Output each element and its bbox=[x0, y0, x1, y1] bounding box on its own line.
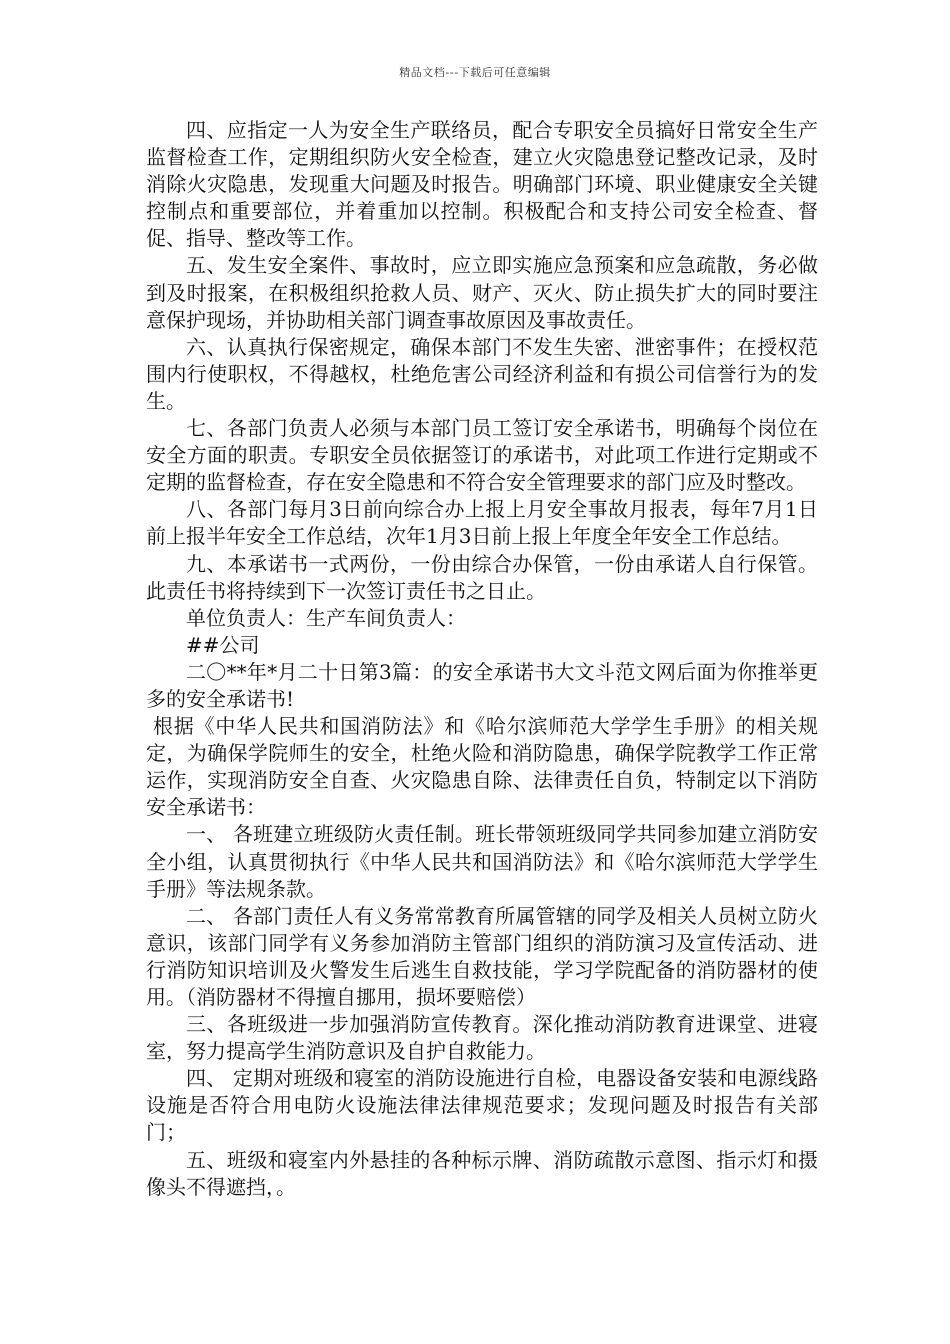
paragraph-item-7: 七、各部门负责人必须与本部门员工签订安全承诺书，明确每个岗位在安全方面的职责。专职安全员依据签订的承诺书，对此项工作进行定期或不定期的监督检查，存在安全隐患和不符合安全管理要求的部门应及时整改。 bbox=[146, 416, 818, 495]
signature-line: 单位负责人：生产车间负责人： bbox=[186, 605, 466, 630]
page-header: 精品文档---下载后可任意编辑 bbox=[399, 66, 551, 79]
company-name: ##公司 bbox=[186, 632, 260, 657]
fire-item-5: 五、班级和寝室内外悬挂的各种标示牌、消防疏散示意图、指示灯和摄像头不得遮挡，。 bbox=[146, 1147, 818, 1199]
date-and-section-heading: 二〇**年*月二十日第3篇：的安全承诺书大文斗范文网后面为你推举更多的安全承诺书! bbox=[146, 659, 818, 711]
paragraph-item-4: 四、应指定一人为安全生产联络员，配合专职安全员搞好日常安全生产监督检查工作，定期组织防火安全检查，建立火灾隐患登记整改记录，及时消除火灾隐患，发现重大问题及时报告。明确部门环境、职业健康安全关键控制点和重要部位，并着重加以控制。积极配合和支持公司安全检查、督促、指导、整改等工作。 bbox=[146, 118, 818, 251]
paragraph-item-8: 八、各部门每月3日前向综合办上报上月安全事故月报表，每年7月1日前上报半年安全工作总结，次年1月3日前上报上年度全年安全工作总结。 bbox=[146, 497, 818, 549]
intro-paragraph: 根据《中华人民共和国消防法》和《哈尔滨师范大学学生手册》的相关规定，为确保学院师生的安全，杜绝火险和消防隐患，确保学院教学工作正常运作，实现消防安全自查、火灾隐患自除、法律责任自负，特制定以下消防安全承诺书： bbox=[146, 714, 818, 820]
paragraph-item-9: 九、本承诺书一式两份，一份由综合办保管，一份由承诺人自行保管。此责任书将持续到下一次签订责任书之日止。 bbox=[146, 551, 818, 603]
paragraph-item-5: 五、发生安全案件、事故时，应立即实施应急预案和应急疏散，务必做到及时报案，在积极组织抢救人员、财产、灭火、防止损失扩大的同时要注意保护现场，并协助相关部门调查事故原因及事故责任。 bbox=[146, 253, 818, 332]
fire-item-3: 三、各班级进一步加强消防宣传教育。深化推动消防教育进课堂、进寝室，努力提高学生消防意识及自护自救能力。 bbox=[146, 1012, 818, 1064]
fire-item-1: 一、 各班建立班级防火责任制。班长带领班级同学共同参加建立消防安全小组，认真贯彻执行《中华人民共和国消防法》和《哈尔滨师范大学学生手册》等法规条款。 bbox=[146, 822, 818, 901]
document-body bbox=[146, 117, 818, 1201]
paragraph-item-6: 六、认真执行保密规定，确保本部门不发生失密、泄密事件；在授权范围内行使职权，不得越权，杜绝危害公司经济利益和有损公司信誉行为的发生。 bbox=[146, 334, 818, 413]
fire-item-2: 二、 各部门责任人有义务常常教育所属管辖的同学及相关人员树立防火意识，该部门同学有义务参加消防主管部门组织的消防演习及宣传活动、进行消防知识培训及火警发生后逃生自救技能，学习学院配备的消防器材的使用。（消防器材不得擅自挪用，损坏要赔偿） bbox=[146, 903, 818, 1009]
fire-item-4: 四、 定期对班级和寝室的消防设施进行自检，电器设备安装和电源线路设施是否符合用电防火设施法律法律规范要求；发现问题及时报告有关部门； bbox=[146, 1066, 818, 1145]
